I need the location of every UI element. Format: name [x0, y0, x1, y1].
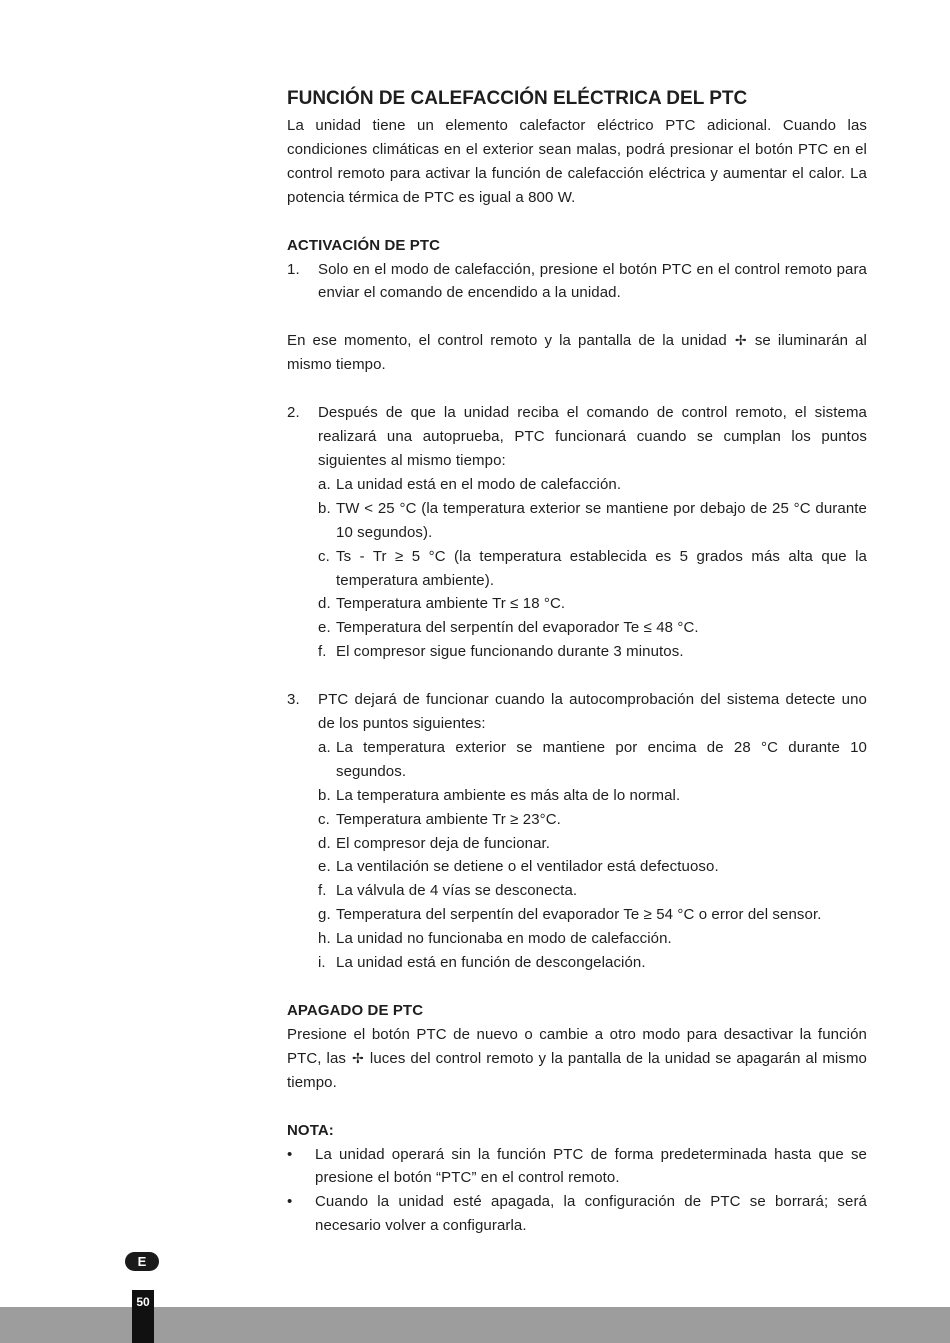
language-badge: E [125, 1252, 159, 1271]
moment-paragraph [287, 329, 867, 377]
document-body [287, 86, 867, 1238]
list-item: g. Temperatura del serpentín del evaporador Te ≥ 54 °C o error del sensor. [318, 906, 822, 924]
list-item: f. El compresor sigue funcionando durante 3 minutos. [318, 643, 684, 661]
page-number: 50 [132, 1290, 154, 1343]
list-item: d. Temperatura ambiente Tr ≤ 18 °C. [318, 595, 566, 613]
ptc-heater-icon: ✢ [734, 332, 747, 349]
list-item: c. Temperatura ambiente Tr ≥ 23°C. [318, 810, 561, 828]
step-text: Solo en el modo de calefacción, presione el botón PTC en el control remoto para enviar el comando de encendido a la unidad. [318, 260, 867, 302]
bullet-icon: • [287, 1145, 293, 1163]
section-title: FUNCIÓN DE CALEFACCIÓN ELÉCTRICA DEL PTC [287, 88, 748, 109]
list-item: b. La temperatura ambiente es más alta de lo normal. [318, 786, 681, 804]
list-item: a. La unidad está en el modo de calefacción. [318, 475, 622, 493]
list-item: b. TW < 25 °C (la temperatura exterior se mantiene por debajo de 25 °C durante 10 segundos). [318, 499, 867, 541]
moment-text-before: En ese momento, el control remoto y la pantalla de la unidad [287, 332, 727, 350]
note-text: Cuando la unidad esté apagada, la configuración de PTC se borrará; será necesario volver a configurarla. [315, 1193, 867, 1235]
list-item: h. La unidad no funcionaba en modo de calefacción. [318, 930, 672, 948]
list-item: d. El compresor deja de funcionar. [318, 834, 551, 852]
off-paragraph [287, 1023, 867, 1095]
off-text-before: Presione el botón PTC de nuevo o cambie a otro modo para desactivar la función PTC, las [287, 1025, 867, 1067]
step-3-conditions [318, 736, 867, 975]
off-text-after: luces del control remoto y la pantalla de la unidad se apagarán al mismo tiempo. [287, 1049, 867, 1091]
list-item: a. La temperatura exterior se mantiene por encima de 28 °C durante 10 segundos. [318, 738, 867, 780]
activation-heading: ACTIVACIÓN DE PTC [287, 236, 441, 254]
step-text: PTC dejará de funcionar cuando la autocomprobación del sistema detecte uno de los puntos siguientes: [318, 691, 867, 733]
moment-text-after: se iluminarán al mismo tiempo. [287, 332, 867, 374]
note-heading: NOTA: [287, 1121, 334, 1139]
note-item-1 [287, 1143, 867, 1191]
note-text: La unidad operará sin la función PTC de forma predeterminada hasta que se presione el botón “PTC” en el control remoto. [315, 1145, 867, 1187]
note-item-2 [287, 1190, 867, 1238]
intro-paragraph: La unidad tiene un elemento calefactor eléctrico PTC adicional. Cuando las condiciones climáticas en el exterior sean malas, podrá presionar el botón PTC en el control remoto para activar la función de calefacción eléctrica y aumentar el calor. La potencia térmica de PTC es igual a 800 W. [287, 117, 867, 206]
list-item: i. La unidad está en función de descongelación. [318, 954, 646, 972]
step-2-conditions [318, 473, 867, 664]
list-item: e. Temperatura del serpentín del evaporador Te ≤ 48 °C. [318, 619, 699, 637]
list-item: c. Ts - Tr ≥ 5 °C (la temperatura establecida es 5 grados más alta que la temperatura ambiente). [318, 547, 867, 589]
step-number: 1. [287, 260, 300, 278]
list-item: f. La válvula de 4 vías se desconecta. [318, 882, 578, 900]
ptc-heater-icon: ✢ [352, 1049, 364, 1066]
bullet-icon: • [287, 1193, 293, 1211]
list-item: e. La ventilación se detiene o el ventilador está defectuoso. [318, 858, 719, 876]
step-number: 3. [287, 691, 300, 709]
step-text: Después de que la unidad reciba el comando de control remoto, el sistema realizará una autoprueba, PTC funcionará cuando se cumplan los puntos siguientes al mismo tiempo: [318, 404, 867, 469]
step-number: 2. [287, 404, 300, 422]
off-heading: APAGADO DE PTC [287, 1002, 424, 1019]
activation-step-1 [287, 258, 867, 306]
activation-step-3 [287, 688, 867, 975]
activation-step-2 [287, 401, 867, 664]
